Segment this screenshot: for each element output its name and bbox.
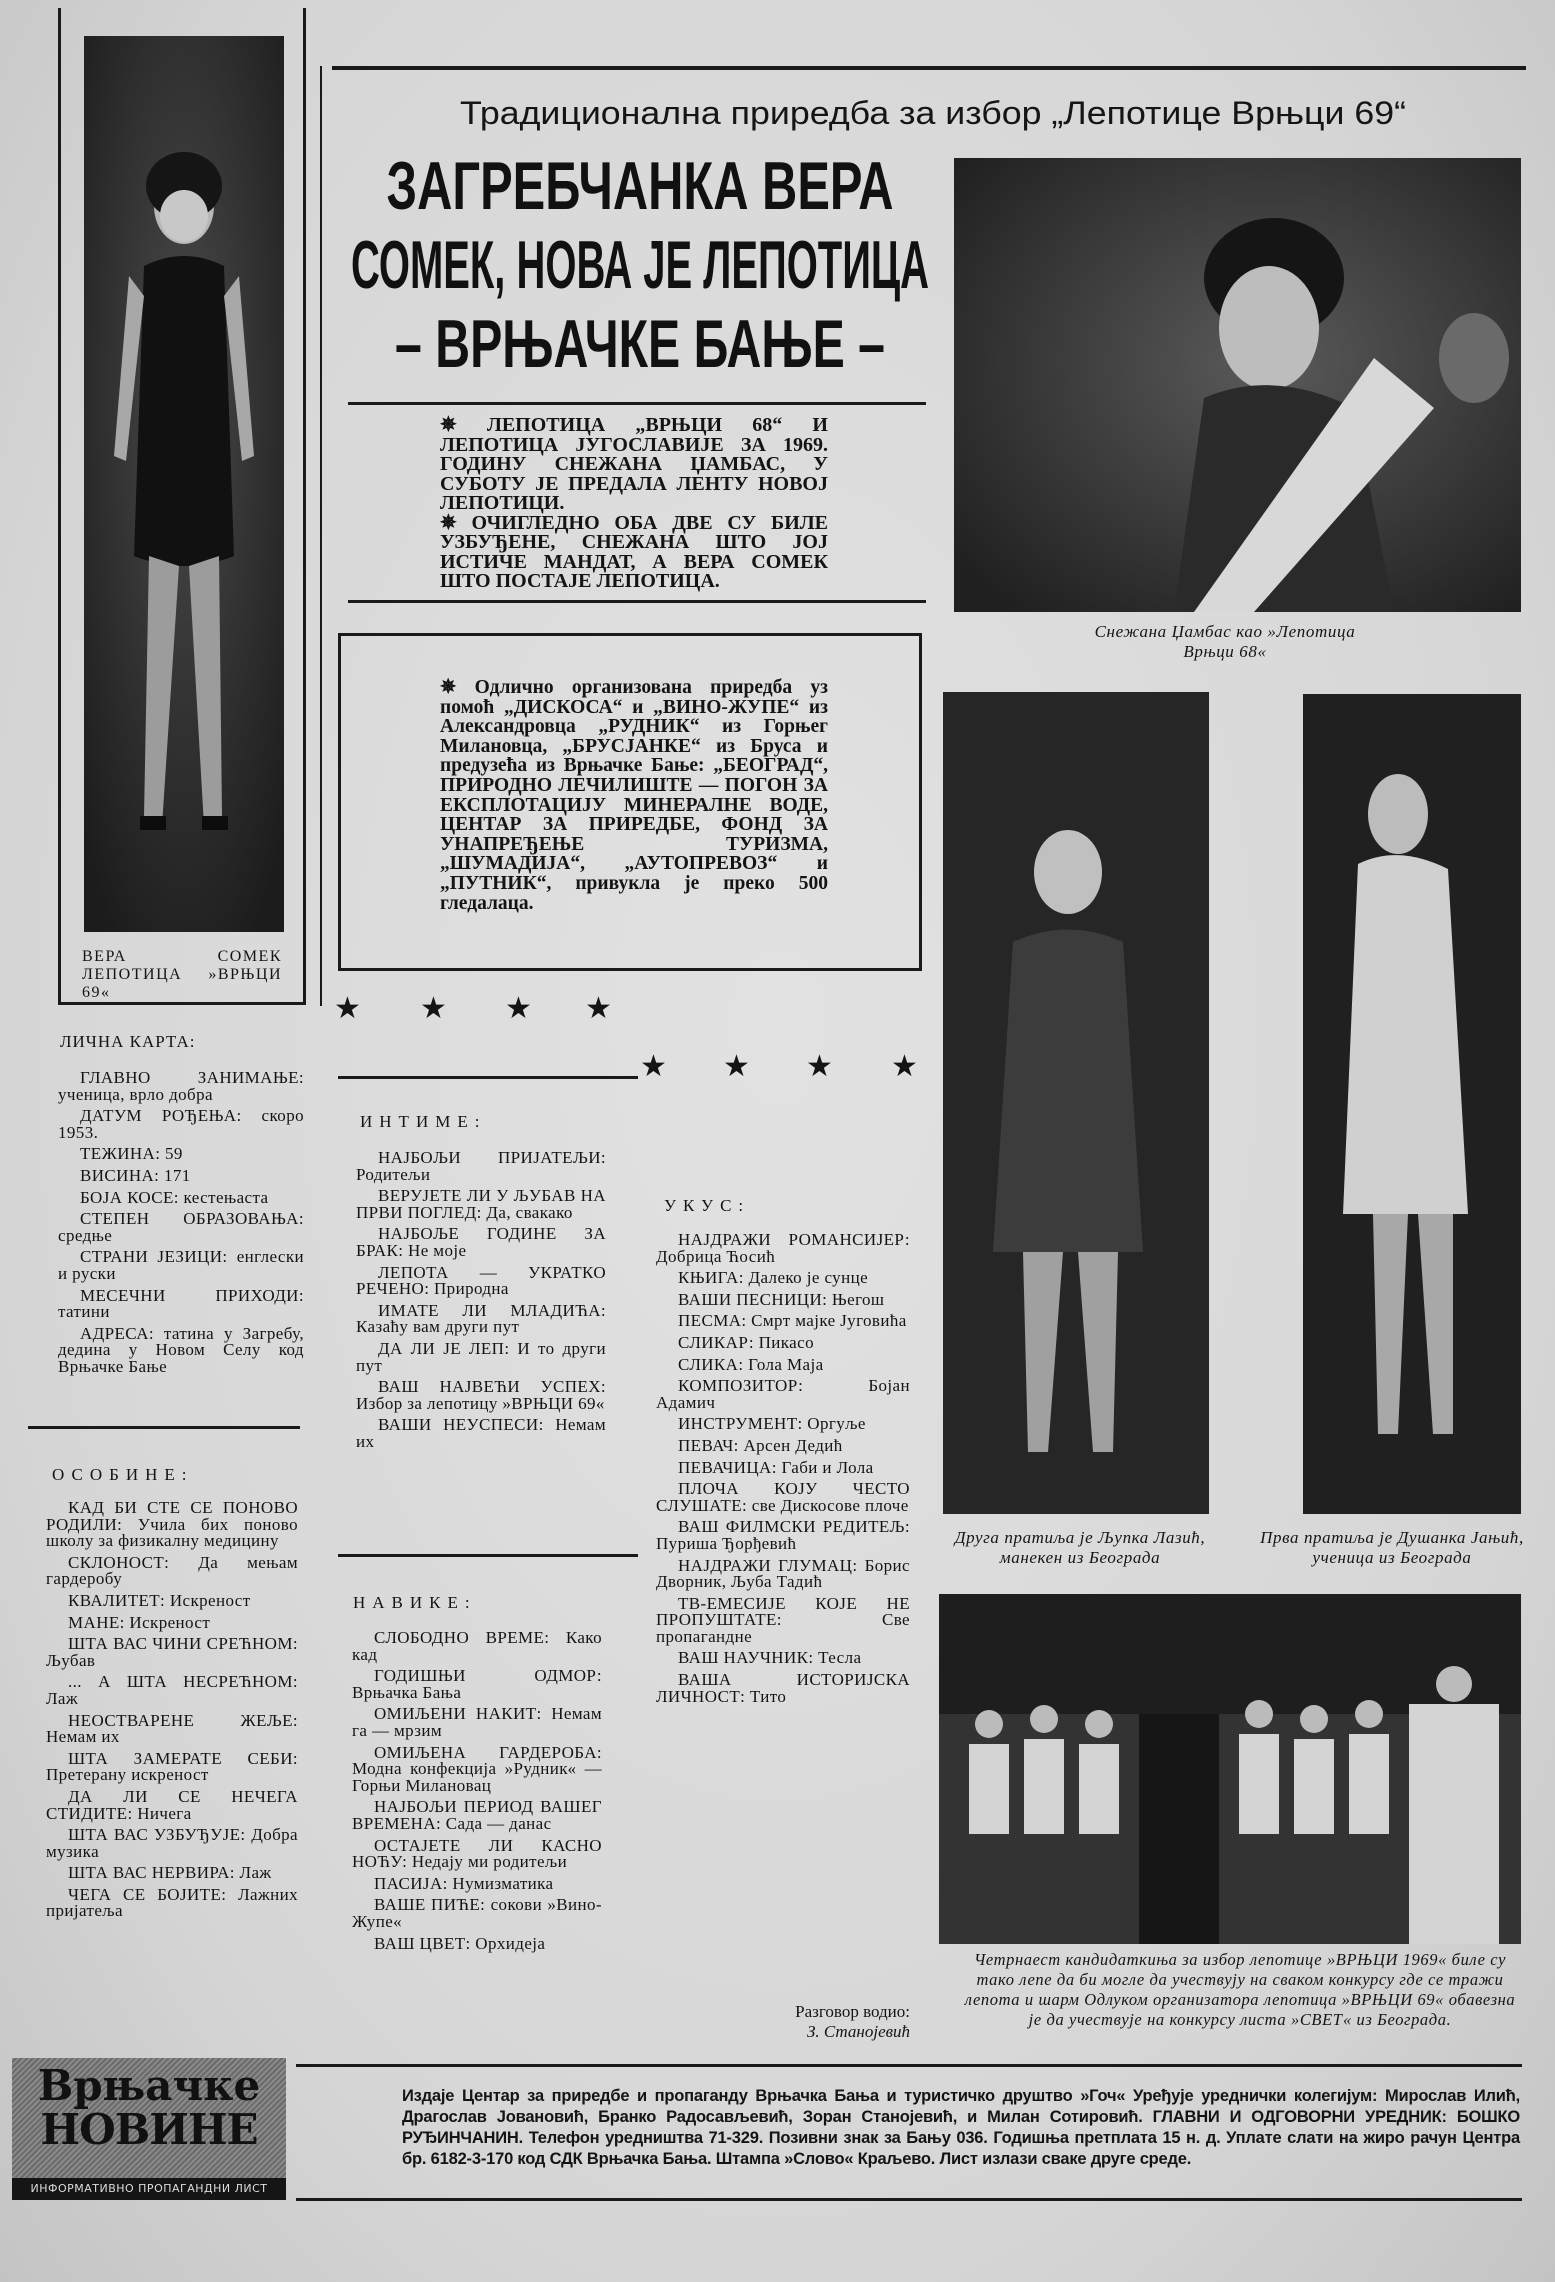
footer-bottom-rule xyxy=(296,2198,1522,2201)
interview-item: ВАШ НАУЧНИК: Тесла xyxy=(678,1648,862,1668)
osobine-list xyxy=(46,1500,298,1925)
interview-item: ГЛАВНО ЗАНИМАЊЕ: ученица, врло добра xyxy=(58,1068,304,1104)
interview-item: КЊИГА: Далеко је сунце xyxy=(678,1268,869,1288)
interview-item: ПАСИЈА: Нумизматика xyxy=(374,1873,554,1893)
interview-item: ШТА ВАС УЗБУЂУЈЕ: Добра музика xyxy=(46,1825,298,1861)
top-rule xyxy=(332,66,1526,70)
photo-vera-somek xyxy=(84,36,284,932)
asterisk-star-icon: ✵ xyxy=(440,511,472,534)
interview-item: ВАШИ ПЕСНИЦИ: Његош xyxy=(678,1289,885,1309)
interview-item: ВИСИНА: 171 xyxy=(80,1165,191,1185)
photo-second-runner-up xyxy=(943,692,1209,1514)
photo-group-candidates xyxy=(939,1594,1521,1944)
interview-item: КВАЛИТЕТ: Искреност xyxy=(68,1590,251,1610)
interview-item: БОЈА КОСЕ: кестењаста xyxy=(80,1187,269,1207)
interview-item: ШТА ЗАМЕРАТЕ СЕБИ: Претерану искреност xyxy=(46,1748,298,1785)
interview-item: ПЕВАЧИЦА: Габи и Лола xyxy=(678,1457,874,1477)
photo-caption-vera: ВЕРА СОМЕК ЛЕПОТИЦА »ВРЊЦИ 69« xyxy=(82,948,282,1001)
interview-item: ЧЕГА СЕ БОЈИТЕ: Лажних пријатеља xyxy=(46,1884,298,1921)
frame-bottom-border xyxy=(58,1002,306,1005)
interview-item: МЕСЕЧНИ ПРИХОДИ: татини xyxy=(58,1285,304,1322)
byline-label: Разговор водио: xyxy=(795,2002,910,2021)
interview-item: НАЈБОЉИ ПЕРИОД ВАШЕГ ВРЕМЕНА: Сада — данас xyxy=(352,1797,602,1833)
lead-bottom-rule xyxy=(348,600,926,603)
licna-karta-list xyxy=(58,1070,304,1381)
photo-caption-snezana: Снежана Џамбас као »Лепотица Врњци 68« xyxy=(1094,622,1356,661)
interview-item: НАЈБОЉЕ ГОДИНЕ ЗА БРАК: Не моје xyxy=(356,1224,606,1260)
headline-line-3: – ВРЊАЧКЕ БАЊЕ – xyxy=(395,306,885,382)
osobine-title: ОСОБИНЕ: xyxy=(52,1465,194,1484)
interview-item: ВАШЕ ПИЋЕ: сокови »Вино-Жупе« xyxy=(352,1895,602,1931)
interview-item: ОМИЉЕНИ НАКИТ: Немам га — мрзим xyxy=(352,1704,602,1740)
interview-item: ОСТАЈЕТЕ ЛИ КАСНО НОЋУ: Недају ми родитељи xyxy=(352,1835,602,1872)
interview-item: СЛИКА: Гола Маја xyxy=(678,1354,824,1374)
interview-item: АДРЕСА: татина у Загребу, дедина у Новом Селу код Врњачке Бање xyxy=(58,1323,304,1376)
headline xyxy=(345,145,935,390)
star-icon: ★ xyxy=(420,992,447,1025)
interview-item: ВАШИ НЕУСПЕСИ: Немам их xyxy=(356,1415,606,1451)
lead-top-rule xyxy=(348,402,926,405)
asterisk-star-icon: ✵ xyxy=(440,414,487,436)
asterisk-star-icon: ✵ xyxy=(440,677,475,698)
interview-item: ДА ЛИ ЈЕ ЛЕП: И то други пут xyxy=(356,1338,606,1375)
interview-item: ЛЕПОТА — УКРАТКО РЕЧЕНО: Природна xyxy=(356,1262,606,1299)
interview-item: ШТА ВАС НЕРВИРА: Лаж xyxy=(68,1863,272,1883)
interview-item: ТВ-ЕМЕСИЈЕ КОЈЕ НЕ ПРОПУШТАТЕ: Све пропагандне xyxy=(656,1593,910,1646)
imprint: Издаје Центар за приредбе и пропаганду Врњачка Бања и туристичко друштво »Гоч« Уређује уреднички колегијум: Мирослав Илић, Драгослав Јовановић, Бранко Радосављевић, Зоран Станојевић, и Милан Сотировић. ГЛАВНИ И ОДГОВОРНИ УРЕДНИК: БОШКО РУЂИНЧАНИН. Телефон уредништва 71-329. Позивни знак за Бању 036. Годишња претплата 15 н. д. Уплате слати на жиро рачун Центра бр. 6182-3-170 код СДК Врњачка Бања. Штампа »Слово« Краљево. Лист излази сваке друге среде. xyxy=(402,2087,1520,2168)
intime-title: ИНТИМЕ: xyxy=(360,1112,487,1131)
section-rule xyxy=(338,1554,638,1557)
interview-item: ТЕЖИНА: 59 xyxy=(80,1144,183,1164)
star-icon: ★ xyxy=(505,992,532,1025)
interview-item: ИМАТЕ ЛИ МЛАДИЋА: Казаћу вам други пут xyxy=(356,1300,606,1337)
navike-list xyxy=(352,1630,602,1957)
star-icon: ★ xyxy=(640,1050,667,1083)
interview-item: ВАШ НАЈВЕЋИ УСПЕХ: Избор за лепотицу »ВРЊЦИ 69« xyxy=(356,1377,606,1413)
star-icon: ★ xyxy=(723,1050,750,1083)
interview-item: КОМПОЗИТОР: Бојан Адамич xyxy=(656,1376,910,1412)
section-rule xyxy=(338,1076,638,1079)
star-icon: ★ xyxy=(585,992,612,1025)
column-divider xyxy=(320,66,322,1006)
interview-item: ПЕСМА: Смрт мајке Југовића xyxy=(678,1311,907,1331)
photo-caption-second-runner-up: Друга пратиља је Љупка Лазић, манекен из Београда xyxy=(954,1528,1206,1567)
navike-title: НАВИКЕ: xyxy=(353,1593,477,1612)
kicker xyxy=(450,88,1420,134)
interview-item: НЕОСТВАРЕНЕ ЖЕЉЕ: Немам их xyxy=(46,1710,298,1747)
interview-item: НАЈДРАЖИ РОМАНСИЈЕР: Добрица Ћосић xyxy=(656,1230,910,1266)
ukus-title: УКУС: xyxy=(664,1196,751,1215)
interview-item: СТРАНИ ЈЕЗИЦИ: енглески и руски xyxy=(58,1247,304,1283)
interview-item: ВАША ИСТОРИЈСКА ЛИЧНОСТ: Тито xyxy=(656,1670,910,1706)
masthead-line-1: Врњачке xyxy=(37,2061,261,2110)
lead-text xyxy=(440,416,828,592)
star-icon: ★ xyxy=(891,1050,918,1083)
footer-top-rule xyxy=(296,2064,1522,2067)
masthead-line-2: НОВИНЕ xyxy=(40,2105,258,2154)
interview-item: СЛИКАР: Пикасо xyxy=(678,1332,814,1352)
interview-item: СКЛОНОСТ: Да мењам гардеробу xyxy=(46,1552,298,1589)
interview-item: ПЕВАЧ: Арсен Дедић xyxy=(678,1435,843,1455)
kicker-text: Традиционална приредба за избор „Лепотице Врњци 69“ xyxy=(460,95,1406,131)
headline-line-1: ЗАГРЕБЧАНКА ВЕРА xyxy=(386,148,894,224)
interview-item: МАНЕ: Искреност xyxy=(68,1612,211,1632)
intime-list xyxy=(356,1150,606,1456)
section-rule xyxy=(28,1426,300,1429)
interview-item: ШТА ВАС ЧИНИ СРЕЋНОМ: Љубав xyxy=(46,1634,298,1670)
interview-item: ПЛОЧА КОЈУ ЧЕСТО СЛУШАТЕ: све Дискосове плоче xyxy=(656,1479,910,1515)
interview-item: ИНСТРУМЕНТ: Оргуље xyxy=(678,1414,866,1434)
photo-caption-group: Четрнаест кандидаткиња за избор лепотице »ВРЊЦИ 1969« биле су тако лепе да би могле да учествују на сваком конкурсу где се тражи лепота и шарм Одлуком организатора лепотица »ВРЊЦИ 69« обавезна је да учествује на конкурсу листа »СВЕТ« из Београда. xyxy=(964,1950,1516,2029)
interview-item: СЛОБОДНО ВРЕМЕ: Како кад xyxy=(352,1628,602,1664)
headline-line-2: СОМЕК, НОВА ЈЕ ЛЕПОТИЦА xyxy=(351,227,929,303)
frame-left-border xyxy=(58,8,61,1004)
ukus-list xyxy=(656,1232,910,1710)
interview-item: ВЕРУЈЕТЕ ЛИ У ЉУБАВ НА ПРВИ ПОГЛЕД: Да, свакако xyxy=(356,1186,606,1222)
masthead-logo xyxy=(12,2058,286,2200)
lead-bullet-2: ✵ ОЧИГЛЕДНО ОБА ДВЕ СУ БИЛЕ УЗБУЂЕНЕ, СНЕЖАНА ШТО ЈОЈ ИСТИЧЕ МАНДАТ, А ВЕРА СОМЕК ШТО ПОСТАЈЕ ЛЕПОТИЦА. xyxy=(440,511,828,592)
interview-item: ГОДИШЊИ ОДМОР: Врњачка Бања xyxy=(352,1666,602,1702)
interview-item: ДАТУМ РОЂЕЊА: скоро 1953. xyxy=(58,1106,304,1142)
interview-item: ДА ЛИ СЕ НЕЧЕГА СТИДИТЕ: Ничега xyxy=(46,1786,298,1823)
star-icon: ★ xyxy=(334,992,361,1025)
photo-first-runner-up xyxy=(1303,694,1521,1514)
photo-snezana-dzambas xyxy=(954,158,1521,612)
star-icon: ★ xyxy=(806,1050,833,1083)
interview-item: ОМИЉЕНА ГАРДЕРОБА: Модна конфекција »Рудник« — Горњи Милановац xyxy=(352,1742,602,1795)
byline-name: З. Станојевић xyxy=(806,2022,910,2041)
interview-item: ВАШ ФИЛМСКИ РЕДИТЕЉ: Пуриша Ђорђевић xyxy=(656,1517,910,1553)
photo-caption-first-runner-up: Прва пратиља је Душанка Јањић, ученица из Београда xyxy=(1260,1528,1524,1567)
interview-item: НАЈДРАЖИ ГЛУМАЦ: Борис Дворник, Љуба Тадић xyxy=(656,1555,910,1592)
interview-item: ВАШ ЦВЕТ: Орхидеја xyxy=(374,1933,546,1953)
lead-bullet-1: ✵ ЛЕПОТИЦА „ВРЊЦИ 68“ И ЛЕПОТИЦА ЈУГОСЛАВИЈЕ ЗА 1969. ГОДИНУ СНЕЖАНА ЏАМБАС, У СУБОТУ ЈЕ ПРЕДАЛА ЛЕНТУ НОВОЈ ЛЕПОТИЦИ. xyxy=(440,414,828,514)
interview-item: КАД БИ СТЕ СЕ ПОНОВО РОДИЛИ: Учила бих поново школу за физикалну медицину xyxy=(46,1498,298,1551)
interview-item: СТЕПЕН ОБРАЗОВАЊА: средње xyxy=(58,1209,304,1245)
interview-item: ... А ШТА НЕСРЕЋНОМ: Лаж xyxy=(46,1672,298,1708)
masthead-tagline: ИНФОРМАТИВНО ПРОПАГАНДНИ ЛИСТ xyxy=(12,2178,286,2200)
frame-right-border xyxy=(303,8,306,1004)
byline xyxy=(700,2002,910,2042)
interview-item: НАЈБОЉИ ПРИЈАТЕЉИ: Родитељи xyxy=(356,1148,606,1184)
licna-karta-title: ЛИЧНА КАРТА: xyxy=(60,1032,196,1051)
sponsors-text: ✵ Одлично организована приредба уз помоћ „ДИСКОСА“ и „ВИНО-ЖУПЕ“ из Александровца „РУДНИК“ из Горњег Милановца, „БРУСЈАНКЕ“ из Бруса и предузећа из Врњачке Бање: „БЕОГРАД“, ПРИРОДНО ЛЕЧИЛИШТЕ — ПОГОН ЗА ЕКСПЛОТАЦИЈУ МИНЕРАЛНЕ ВОДЕ, ЦЕНТАР ЗА ПРИРЕДБЕ, ФОНД ЗА УНАПРЕЂЕЊЕ ТУРИЗМА, „ШУМАДИЈА“, „АУТОПРЕВОЗ“ и „ПУТНИК“, привукла је преко 500 гледалаца. xyxy=(440,677,828,914)
